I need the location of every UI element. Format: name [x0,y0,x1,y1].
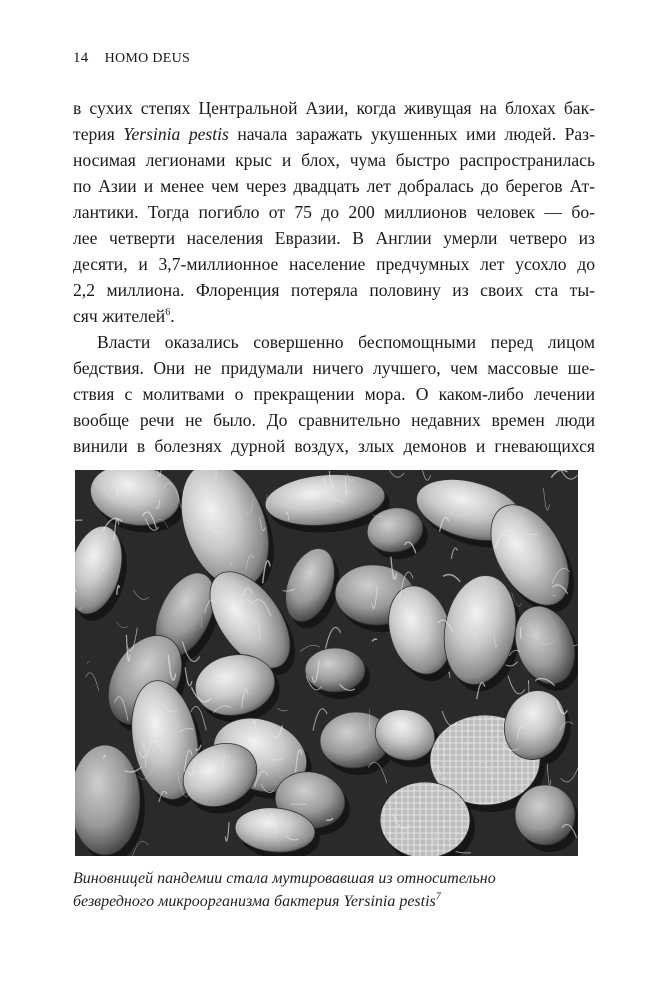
text-run: терия [73,124,124,144]
footnote-marker: 7 [435,891,441,903]
text-line: десяти, и 3,7-миллионное население предчумных лет усохло до [73,254,595,274]
running-head [73,50,190,67]
figure-caption [73,867,595,913]
body-text [73,95,595,459]
text-line: в сухих степях Центральной Азии, когда живущая на блохах бак- [73,98,595,118]
page-number: 14 [73,50,89,66]
book-title: HOMO DEUS [104,51,191,66]
micrograph-figure [75,470,578,856]
caption-text: безвредного микроорганизма бактерия [73,893,344,910]
species-name: Yersinia pestis [343,893,436,910]
text-line: сяч жителей$^6$. [73,306,175,326]
text-line: 2,2 миллиона. Флоренция потеряла половину из своих ста ты- [73,280,595,300]
bacterium-cell [380,782,470,856]
bacterium-cell [75,745,140,855]
fiber-strand [526,535,539,536]
caption-line: Виновницей пандемии стала мутировавшая из относительно [73,870,496,887]
text-line: ствия с молитвами о прекращении мора. О каком-либо лечении [73,384,595,404]
text-line: винили в болезнях дурной воздух, злых демонов и гневающихся [73,436,595,456]
text-line: вообще речи не было. До сравнительно недавних времен люди [73,410,595,430]
text-line: лантики. Тогда погибло от 75 до 200 миллионов человек — бо- [73,202,595,222]
bacterium-cell [515,785,575,845]
text-line: Власти оказались совершенно беспомощными перед лицом [97,332,595,352]
text-run: начала заражать укушенных ими людей. Раз- [228,124,595,144]
bacterium-cell [305,648,365,692]
text-line: бедствия. Они не придумали ничего лучшего, чем массовые ше- [73,358,595,378]
text-line: по Азии и менее чем через двадцать лет добралась до берегов Ат- [73,176,595,196]
micrograph-image [75,470,578,856]
text-line: носимая легионами крыс и блох, чума быстро распространилась [73,150,595,170]
footnote-marker: 6 [165,307,171,319]
text-line [73,121,595,147]
species-name: Yersinia pestis [123,124,229,144]
caption-line [73,890,595,913]
text-run: сяч жителей [73,306,166,326]
text-line: лее четверти населения Евразии. В Англии умерли четверо из [73,228,595,248]
